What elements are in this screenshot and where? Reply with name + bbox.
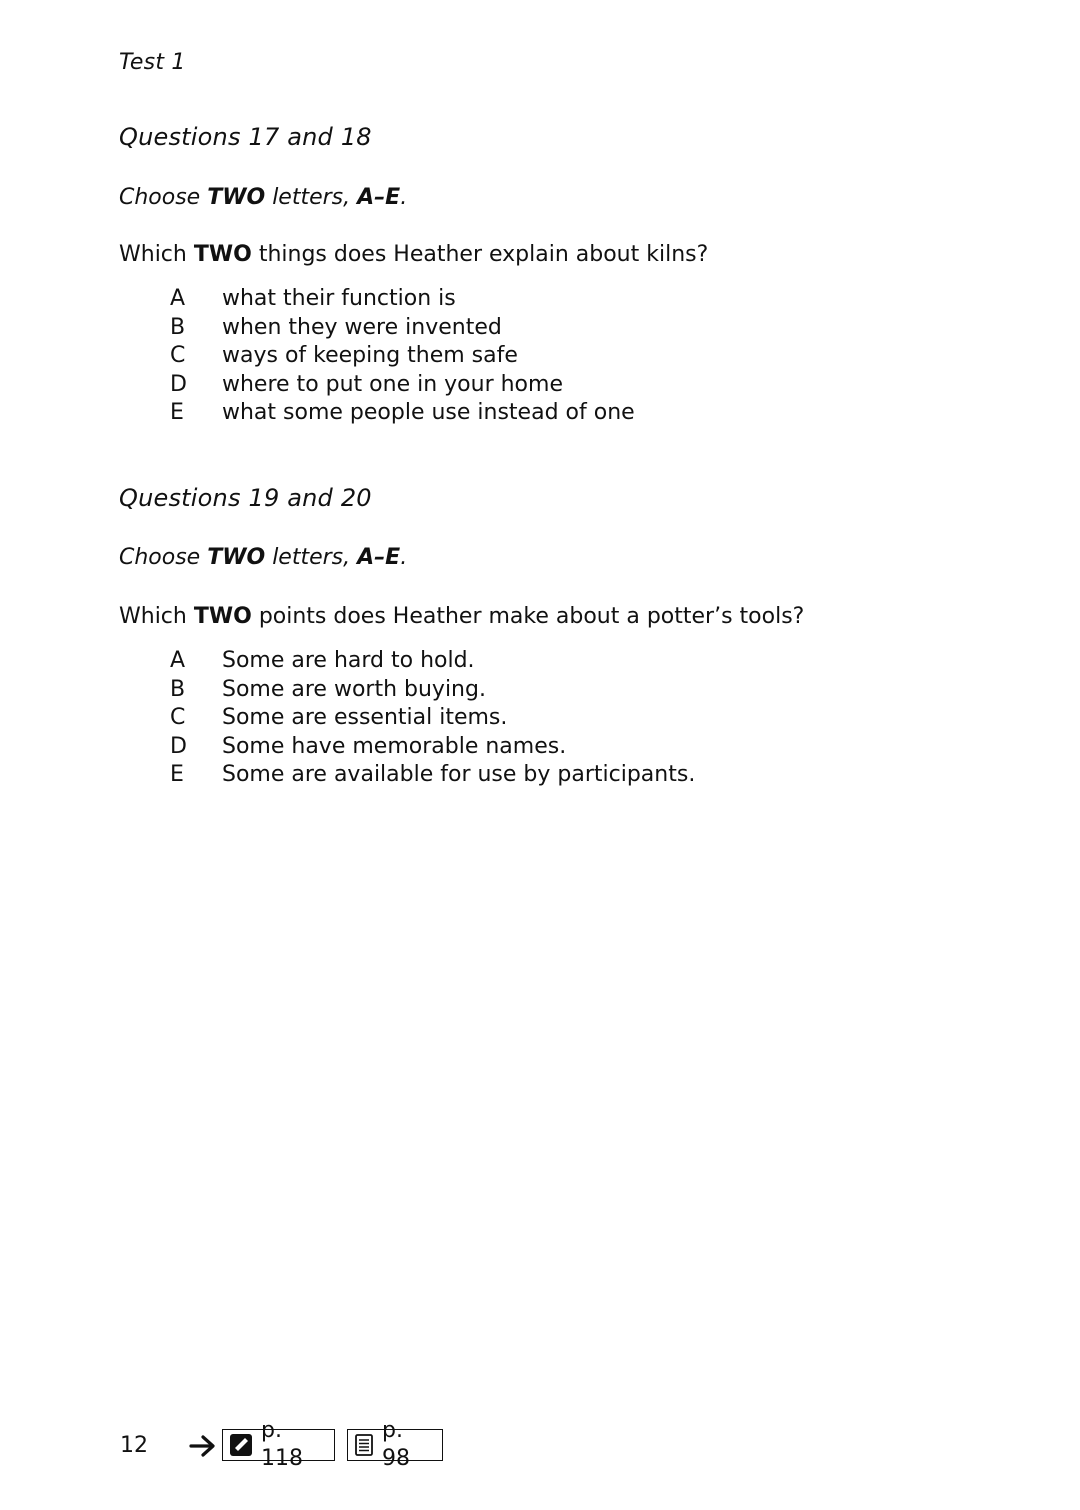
audio-reference-link[interactable]	[222, 1418, 335, 1471]
option-text: Some are available for use by participants.	[222, 762, 696, 787]
option-text: Some are essential items.	[222, 705, 508, 730]
audio-reference-text: p. 118	[261, 1418, 303, 1471]
option-letter: A	[170, 286, 186, 311]
section-question-1	[119, 242, 708, 267]
section-instruction-2	[119, 545, 407, 570]
instruction-prefix: Choose	[119, 185, 208, 210]
option-row	[170, 314, 635, 343]
option-text: Some have memorable names.	[222, 733, 567, 759]
option-letter: A	[170, 648, 186, 673]
question-bold: TWO	[193, 242, 252, 267]
options-list-1	[170, 285, 635, 428]
instruction-suffix: .	[400, 185, 408, 210]
audio-track-icon	[229, 1433, 253, 1457]
option-letter: D	[170, 733, 187, 759]
transcript-reference-text: p. 98	[382, 1418, 410, 1471]
arrow-right-icon	[188, 1431, 218, 1461]
options-list-2	[170, 647, 695, 790]
instruction-range: A–E	[357, 545, 401, 570]
instruction-bold: TWO	[207, 545, 266, 570]
option-text: Some are hard to hold.	[222, 648, 475, 673]
transcript-reference-link[interactable]	[347, 1418, 443, 1471]
option-text: what some people use instead of one	[222, 400, 635, 425]
option-row	[170, 342, 635, 371]
option-letter: C	[170, 343, 186, 368]
section-heading-1: Questions 17 and 18	[119, 123, 372, 151]
option-row	[170, 399, 635, 428]
instruction-prefix: Choose	[119, 545, 208, 570]
section-instruction-1	[119, 185, 407, 210]
instruction-suffix: .	[400, 545, 408, 570]
instruction-bold: TWO	[207, 185, 266, 210]
option-row	[170, 676, 695, 705]
instruction-middle: letters,	[265, 185, 358, 210]
test-label: Test 1	[119, 50, 186, 75]
option-letter: C	[170, 705, 186, 730]
option-text: where to put one in your home	[222, 371, 563, 397]
transcript-icon	[354, 1433, 374, 1457]
question-prefix: Which	[119, 242, 194, 267]
section-question-2	[119, 604, 804, 629]
option-text: ways of keeping them safe	[222, 343, 518, 368]
option-text: Some are worth buying.	[222, 676, 486, 702]
question-bold: TWO	[193, 604, 252, 629]
option-row	[170, 761, 695, 790]
instruction-range: A–E	[357, 185, 401, 210]
question-suffix: things does Heather explain about kilns?	[251, 242, 709, 267]
option-row	[170, 647, 695, 676]
page-number: 12	[120, 1433, 148, 1458]
option-row	[170, 371, 635, 400]
option-letter: E	[170, 400, 184, 425]
option-row	[170, 285, 635, 314]
option-text: when they were invented	[222, 314, 502, 340]
instruction-middle: letters,	[265, 545, 358, 570]
section-heading-2: Questions 19 and 20	[119, 484, 372, 512]
option-letter: E	[170, 762, 184, 787]
question-prefix: Which	[119, 604, 194, 629]
question-suffix: points does Heather make about a potter’s tools?	[251, 604, 805, 629]
option-letter: D	[170, 371, 187, 397]
option-text: what their function is	[222, 286, 456, 311]
option-row	[170, 704, 695, 733]
option-letter: B	[170, 676, 186, 702]
option-row	[170, 733, 695, 762]
option-letter: B	[170, 314, 186, 340]
